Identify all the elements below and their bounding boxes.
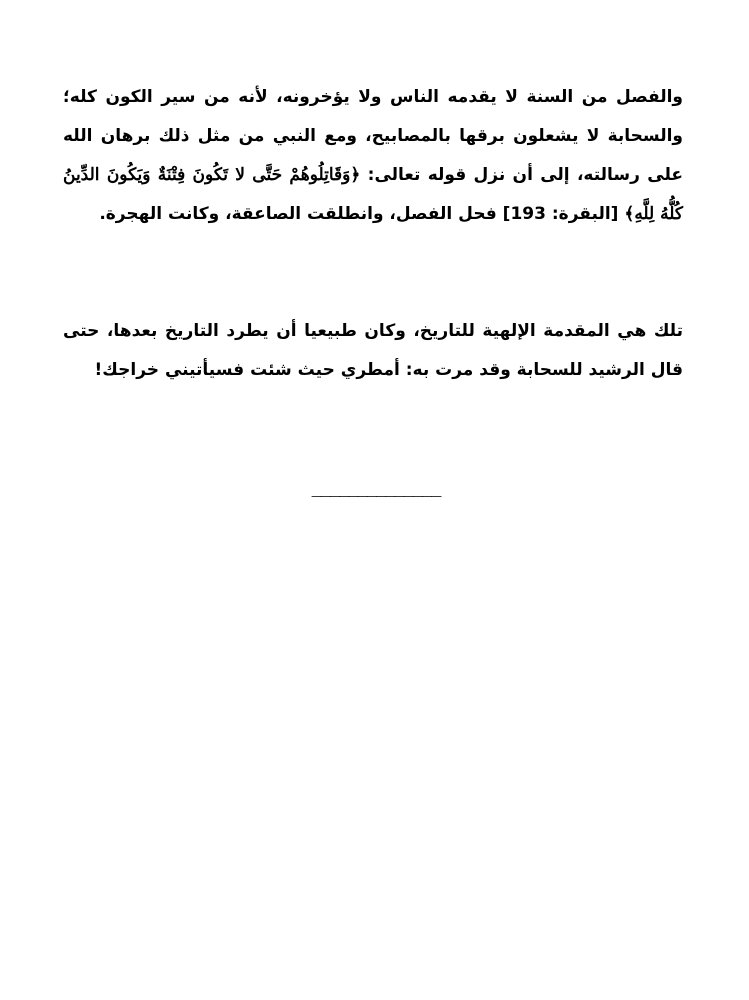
- quran-close-bracket: ﴾: [624, 204, 635, 224]
- quran-verse: وَقَاتِلُوهُمْ حَتَّى لا تَكُونَ فِتْنَةٌ وَيَكُونَ الدِّينُ كُلُّهُ لِلَّهِ: [63, 165, 683, 224]
- paragraph-1-text: والفصل من السنة لا يقدمه الناس ولا يؤخرونه، لأنه من سير الكون كله؛ والسحابة لا يشعلون برقها بالمصابيح، ومع النبي من مثل ذلك برهان الله على رسالته، إلى أن نزل قوله تعالى:: [63, 87, 684, 185]
- quran-open-bracket: ﴿: [350, 165, 361, 185]
- paragraph-1-ending: فحل الفصل، وانطلقت الصاعقة، وكانت الهجرة.: [99, 204, 497, 224]
- paragraph-1: [63, 78, 683, 234]
- paragraph-2: تلك هي المقدمة الإلهية للتاريخ، وكان طبيعيا أن يطرد التاريخ بعدها، حتى قال الرشيد للسحابة وقد مرت به: أمطري حيث شئت فسيأتيني خراجك!: [63, 321, 683, 380]
- section-separator: ______________: [311, 482, 441, 501]
- verse-citation: [البقرة: 193]: [502, 204, 619, 224]
